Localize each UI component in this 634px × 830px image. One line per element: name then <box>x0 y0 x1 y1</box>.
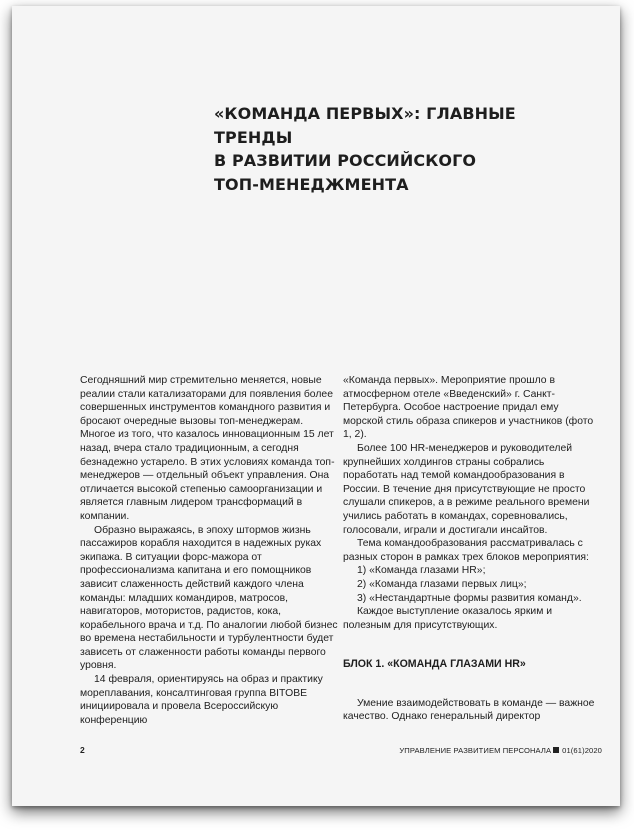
paragraph: Сегодняшний мир стремительно меняется, новые реалии стали катализаторами для появления более совершенных инструментов командного развития и бросают очередные вызовы топ-менеджерам. Многое из того, что казалось инновационным 15 лет назад, вчера стало традиционным, а сегодня безнадежно устарело. В этих условиях команда топ-менеджеров — отдельный объект управления. Она отличается высокой степенью самоорганизации и является главным лидером трансформаций в компании. <box>80 375 335 522</box>
paragraph: Тема командообразования рассматривалась с разных сторон в рамках трех блоков мероприятия: <box>343 538 589 563</box>
title-line: «КОМАНДА ПЕРВЫХ»: ГЛАВНЫЕ ТРЕНДЫ <box>214 104 516 147</box>
list-item: 1) «Команда глазами HR»; <box>357 565 486 577</box>
journal-footer <box>399 746 602 755</box>
title-line: ТОП-МЕНЕДЖМЕНТА <box>214 174 409 194</box>
paragraph: 14 февраля, ориентируясь на образ и практику мореплавания, консалтинговая группа BITOBE инициировала и провела Всероссийскую конференцию <box>80 674 323 726</box>
blocks-list <box>343 564 601 605</box>
list-item: 2) «Команда глазами первых лиц»; <box>357 578 527 590</box>
paragraph: «Команда первых». Мероприятие прошло в атмосферном отеле «Введенский» г. Санкт-Петербурга. Особое настроение придал ему морской стиль образа спикеров и участников (фото 1, 2). <box>343 375 594 441</box>
journal-name: УПРАВЛЕНИЕ РАЗВИТИЕМ ПЕРСОНАЛА <box>399 746 552 755</box>
paragraph: Образно выражаясь, в эпоху штормов жизнь пассажиров корабля находится в надежных руках экипажа. В ситуации форс-мажора от профессионализма капитана и его помощников зависит слаженность действий каждого члена команды: младших командиров, матросов, навигаторов, мотористов, радистов, кока, корабельного врача и т.д. По аналогии любой бизнес во времена нестабильности и турбулентности будет зависеть от слаженности работы команды первого уровня. <box>80 524 338 672</box>
issue-number: 01(61)2020 <box>562 746 602 755</box>
left-column <box>80 374 338 727</box>
page-number: 2 <box>80 745 85 755</box>
paragraph: Умение взаимодействовать в команде — важное качество. Однако генеральный директор <box>343 697 595 723</box>
title-line: В РАЗВИТИИ РОССИЙСКОГО <box>214 151 477 170</box>
paragraph: Каждое выступление оказалось ярким и полезным для присутствующих. <box>343 606 553 631</box>
square-bullet-icon <box>553 747 559 753</box>
paragraph: Более 100 HR-менеджеров и руководителей крупнейших холдингов страны собрались поработать над темой командообразования в России. В течение дня присутствующие не просто слушали спикеров, а в режиме реального времени учились работать в командах, соревновались, голосовали, играли и достигали инсайтов. <box>343 442 590 536</box>
document-page <box>12 6 620 806</box>
section-heading: БЛОК 1. «КОМАНДА ГЛАЗАМИ HR» <box>343 658 526 671</box>
list-item: 3) «Нестандартные формы развития команд». <box>357 592 582 604</box>
right-column <box>343 374 601 724</box>
article-title <box>214 102 594 196</box>
